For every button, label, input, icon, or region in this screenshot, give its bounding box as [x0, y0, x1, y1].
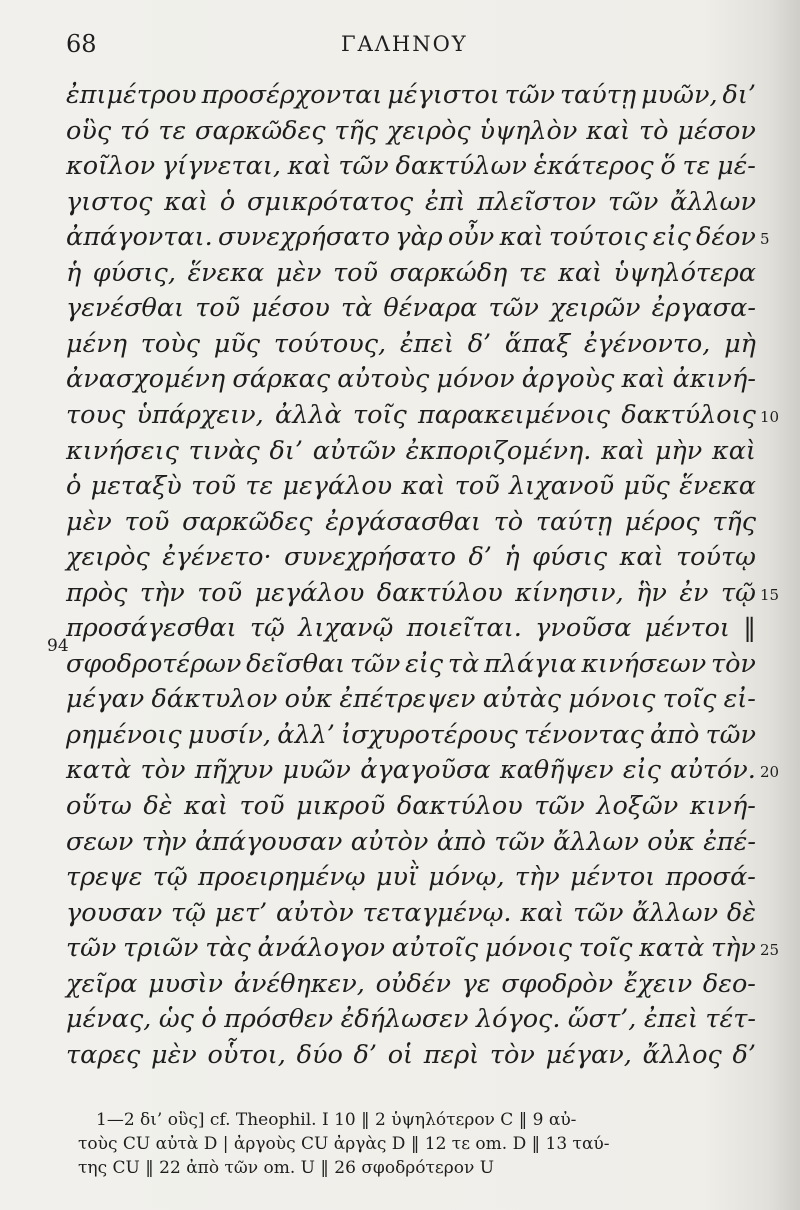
text-word: ἐπὶ	[424, 186, 466, 217]
text-word: ἀνάλογον	[257, 933, 386, 964]
text-word: οὐκ	[284, 684, 333, 715]
text-word: λόγος.	[475, 1004, 561, 1035]
text-word: εἰς	[405, 648, 444, 679]
text-word: ἐγένετο·	[162, 542, 272, 573]
text-word: ποιεῖται.	[406, 613, 522, 644]
text-word: δεῖσθαι	[246, 648, 346, 679]
text-word: κατὰ	[639, 933, 705, 964]
text-word: ἕνεκα	[679, 471, 756, 502]
text-line	[66, 400, 756, 436]
text-word: τῆς	[712, 506, 756, 537]
text-word: τους	[66, 399, 126, 430]
text-word: ἀκινή-	[672, 364, 756, 395]
text-word: ταύτῃ	[559, 80, 637, 110]
text-word: τοῖς	[662, 684, 717, 715]
text-line	[66, 471, 756, 507]
text-word: μέγαν	[66, 684, 145, 715]
text-word: ἐν	[679, 577, 709, 608]
text-word: ἀργοὺς	[521, 364, 615, 395]
text-word: καὶ	[601, 435, 646, 466]
text-word: τοὺς	[140, 328, 201, 359]
text-line	[66, 293, 756, 329]
text-word: δι’	[722, 80, 756, 110]
text-line	[66, 827, 756, 863]
text-word: δ’	[732, 1039, 756, 1070]
text-line	[66, 613, 756, 649]
text-word: ἡ	[504, 542, 520, 573]
text-word: ἡ	[66, 257, 82, 288]
text-line	[66, 542, 756, 578]
text-line	[66, 507, 756, 543]
text-line	[66, 116, 756, 152]
text-word: τοῖς	[578, 933, 633, 964]
text-word: τῆς	[334, 115, 379, 146]
text-word: σάρκας	[232, 364, 331, 395]
text-word: σμικρότατος	[247, 186, 414, 217]
text-word: καὶ	[401, 471, 446, 502]
text-word: τε	[518, 257, 547, 288]
text-word: δ’	[468, 542, 492, 573]
text-word: τούτους,	[273, 328, 387, 359]
text-word: ταύτῃ	[535, 506, 613, 537]
text-word: εἰς	[652, 222, 691, 253]
text-word: ἐπιμέτρου	[66, 80, 197, 110]
text-word: καὶ	[586, 115, 631, 146]
text-word: δέον	[696, 222, 756, 253]
text-word: ἀλλὰ	[274, 399, 342, 430]
text-word: μέρος	[624, 506, 700, 537]
text-word: χειρὸς	[66, 542, 150, 573]
text-word: τοῖς	[352, 399, 407, 430]
text-word: μὴ	[724, 328, 756, 359]
text-word: λιχανοῦ	[509, 471, 615, 502]
text-word: τε	[682, 151, 711, 182]
text-word: παρακειμένοις	[417, 399, 610, 430]
text-word: τοῦ	[124, 506, 170, 537]
text-word: μυῒ	[375, 862, 418, 893]
text-word: τὸ	[493, 506, 524, 537]
text-word: κοῖλον	[66, 151, 156, 182]
text-word: τὸν	[710, 648, 756, 679]
text-word: τούτοις	[548, 222, 648, 253]
text-word: θέναρα	[383, 293, 478, 324]
text-word: μέντοι	[644, 613, 730, 644]
text-word: μικροῦ	[296, 791, 386, 821]
text-word: μέντοι	[570, 862, 656, 893]
text-line	[66, 578, 756, 614]
text-word: ταρες	[66, 1039, 141, 1070]
text-word: μεταξὺ	[90, 471, 182, 502]
text-word: μυσὶν	[148, 968, 224, 999]
text-word: χεῖρα	[66, 968, 138, 999]
text-word: τοῦ	[239, 791, 285, 821]
text-word: ἰσχυροτέρους	[341, 719, 518, 750]
text-word: ἀπὸ	[649, 719, 700, 750]
text-word: τὴν	[514, 862, 560, 893]
text-word: τοῦ	[333, 257, 379, 288]
text-word: ἅπαξ	[504, 328, 571, 359]
text-word: καὶ	[499, 222, 544, 253]
text-word: αὐτὸν	[276, 897, 354, 928]
text-word: γουσαν	[66, 897, 163, 928]
text-word: εἰς	[622, 755, 661, 786]
text-word: καθῆψεν	[499, 755, 614, 786]
text-word: ἀγαγοῦσα	[360, 755, 491, 786]
text-word: τοῦ	[191, 471, 237, 502]
text-word: μόνοις	[484, 933, 572, 964]
text-word: κίνησιν,	[515, 577, 624, 608]
text-word: καὶ	[619, 542, 664, 573]
text-word: πρόσθεν	[224, 1004, 334, 1035]
text-word: ὡς	[158, 1004, 194, 1035]
text-word: τένοντας	[523, 719, 644, 750]
text-word: τῷ	[171, 897, 206, 928]
text-word: γὰρ	[395, 222, 443, 253]
text-word: τεταγμένῳ.	[362, 897, 512, 928]
text-word: ἐργάσασθαι	[325, 506, 481, 537]
text-word: ἔχειν	[623, 968, 693, 999]
text-word: δύο	[296, 1039, 343, 1070]
text-word: περὶ	[423, 1039, 480, 1070]
text-word: ἐγένοντο,	[583, 328, 711, 359]
text-word: σαρκῶδες	[182, 506, 313, 537]
text-word: ἐκποριζομένη.	[405, 435, 592, 466]
text-word: τὰ	[340, 293, 373, 324]
footnote-line: της CU ‖ 22 ἀπὸ τῶν om. U ‖ 26 σφοδρότερον U	[78, 1158, 495, 1178]
text-word: ἀνέθηκεν,	[233, 968, 365, 999]
text-line	[66, 1004, 756, 1040]
text-word: ρημένοις	[66, 719, 182, 750]
text-word: τῷ	[249, 613, 285, 644]
text-word: τὸ	[639, 115, 669, 146]
text-word: μὴν	[654, 435, 703, 466]
text-word: σεων	[66, 826, 134, 857]
text-word: τὰς	[205, 933, 251, 964]
text-line	[66, 862, 756, 898]
text-word: καὶ	[621, 364, 666, 395]
text-word: χειρὸς	[386, 115, 471, 146]
text-word: αὐτοὺς	[337, 364, 430, 395]
text-word: τῶν	[494, 826, 545, 857]
text-line	[66, 898, 756, 934]
text-word: τε	[245, 471, 274, 502]
text-word: δι’	[269, 435, 303, 466]
text-word: μεγάλου	[254, 577, 365, 608]
text-word: μέ-	[717, 151, 756, 182]
text-word: συνεχρήσατο	[284, 542, 456, 573]
text-word: καὶ	[164, 186, 209, 217]
line-number: 10	[760, 407, 780, 426]
text-word: καὶ	[184, 791, 228, 821]
text-word: μῦς	[213, 328, 261, 359]
text-word: αὐτόν.	[670, 755, 756, 786]
text-word: σφοδροτέρων	[66, 648, 242, 679]
text-line	[66, 187, 756, 223]
text-word: σφοδρὸν	[501, 968, 614, 999]
text-word: τὴν	[139, 577, 185, 608]
text-word: ἐπεὶ	[643, 1004, 698, 1035]
text-word: τῶν	[705, 719, 756, 750]
text-word: τὸν	[140, 755, 186, 786]
text-word: τινὰς	[188, 435, 260, 466]
text-word: οὐδέν	[375, 968, 451, 999]
text-word: ὁ	[219, 186, 236, 217]
text-line	[66, 364, 756, 400]
text-word: μέγαν,	[545, 1039, 632, 1070]
text-line	[66, 80, 756, 116]
text-word: τῶν	[488, 293, 539, 324]
text-word: μεγάλου	[282, 471, 393, 502]
text-word: μετ’	[214, 897, 268, 928]
text-word: οὐκ	[647, 826, 695, 857]
text-word: ὅ	[660, 151, 676, 182]
text-word: τῶν	[607, 186, 659, 217]
text-word: ἑκάτερος	[533, 151, 654, 182]
text-word: τε	[158, 115, 187, 146]
text-word: τὸν	[489, 1039, 535, 1070]
text-word: καὶ	[520, 897, 565, 928]
text-line	[66, 436, 756, 472]
text-word: ὑψηλὸν	[479, 115, 578, 146]
text-line	[66, 720, 756, 756]
text-word: ὥστ’,	[567, 1004, 637, 1035]
line-number: 20	[760, 763, 780, 782]
text-word: μέγιστοι	[387, 80, 500, 110]
text-word: τῶν	[504, 80, 556, 110]
text-word: μυῶν	[282, 755, 351, 786]
text-word: κινήσεων	[581, 648, 707, 679]
text-word: αὐτοῖς	[391, 933, 479, 964]
margin-page-number: 94	[47, 636, 69, 656]
text-line	[66, 684, 756, 720]
text-word: ἄλλος	[642, 1039, 722, 1070]
text-word: καὶ	[558, 257, 603, 288]
text-line	[66, 222, 756, 258]
text-word: τὴν	[141, 826, 187, 857]
text-word: φύσις	[532, 542, 608, 573]
text-word: προσάγεσθαι	[66, 613, 237, 644]
text-word: τῶν	[573, 897, 624, 928]
text-word: μέσου	[251, 293, 330, 324]
text-word: δακτύλων	[395, 151, 527, 182]
text-word: τοῦ	[195, 293, 241, 324]
page-header	[66, 30, 786, 70]
text-line	[66, 649, 756, 685]
footnote-line: 1—2 δι’ οὓς] cf. Theophil. I 10 ‖ 2 ὑψηλότερον C ‖ 9 αὐ-	[96, 1110, 577, 1130]
text-word: γιστος	[66, 186, 153, 217]
line-number: 15	[760, 585, 780, 604]
text-word: ἐπέτρεψεν	[339, 684, 476, 715]
text-word: πλεῖστον	[477, 186, 597, 217]
text-word: ἐπεὶ	[399, 328, 454, 359]
text-line	[66, 329, 756, 365]
text-word: γενέσθαι	[66, 293, 185, 324]
text-line	[66, 1040, 756, 1076]
text-word: αὐτὰς	[482, 684, 562, 715]
footnote-line: τοὺς CU αὐτὰ D | ἀργοὺς CU ἀργὰς D ‖ 12 τε om. D ‖ 13 ταύ-	[78, 1134, 610, 1154]
page-number: 68	[66, 30, 97, 58]
text-word: καὶ	[711, 435, 756, 466]
text-word: τῷ	[152, 862, 188, 893]
text-word: καὶ	[287, 151, 332, 182]
text-line	[66, 933, 756, 969]
text-word: τῶν	[338, 151, 389, 182]
text-word: πλάγια	[483, 648, 577, 679]
text-word: ἀπάγουσαν	[194, 826, 343, 857]
text-word: δακτύλου	[376, 577, 503, 608]
text-line	[66, 258, 756, 294]
text-word: συνεχρήσατο	[218, 222, 390, 253]
text-word: ‖	[743, 613, 756, 644]
text-word: τριῶν	[123, 933, 199, 964]
text-word: ἕνεκα	[187, 257, 265, 288]
text-word: μῦς	[623, 471, 670, 502]
text-word: τῶν	[534, 791, 585, 821]
text-word: μυσίν,	[187, 719, 271, 750]
text-word: πρὸς	[66, 577, 128, 608]
text-word: τρεψε	[66, 862, 143, 893]
text-word: προσέρχονται	[201, 80, 383, 110]
text-word: κινήσεις	[66, 435, 179, 466]
text-word: πῆχυν	[194, 755, 274, 786]
text-word: γε	[461, 968, 491, 999]
text-word: αὐτῶν	[312, 435, 396, 466]
text-word: σαρκώδη	[389, 257, 508, 288]
text-word: τῶν	[349, 648, 401, 679]
text-word: σαρκῶδες	[195, 115, 326, 146]
text-word: γίγνεται,	[161, 151, 281, 182]
text-word: ἐργασα-	[651, 293, 756, 324]
text-word: ὑπάρχειν,	[136, 399, 264, 430]
text-word: δεο-	[702, 968, 756, 999]
line-number: 25	[760, 941, 780, 960]
text-word: ἄλλων	[553, 826, 639, 857]
text-word: οὕτω	[66, 791, 132, 821]
text-word: ἐπέ-	[703, 826, 756, 857]
text-word: τὴν	[711, 933, 756, 964]
text-word: ἄλλων	[632, 897, 719, 928]
text-word: τό	[120, 115, 150, 146]
text-word: δακτύλοις	[621, 399, 756, 430]
text-word: ἄλλων	[670, 186, 756, 217]
running-title: ΓΑΛΗΝΟΥ	[341, 32, 468, 56]
text-word: ἀπὸ	[436, 826, 487, 857]
text-word: ἀπάγονται.	[66, 222, 213, 253]
text-word: λοξῶν	[596, 791, 679, 821]
text-word: μόνον	[436, 364, 515, 395]
text-word: εἰ-	[723, 684, 756, 715]
text-word: μένας,	[66, 1004, 152, 1035]
text-word: αὐτὸν	[350, 826, 429, 857]
text-word: ὑψηλότερα	[613, 257, 756, 288]
text-word: ὁ	[66, 471, 82, 502]
text-word: δάκτυλον	[151, 684, 278, 715]
text-line	[66, 969, 756, 1005]
text-word: μόνοις	[568, 684, 656, 715]
text-word: μυῶν,	[641, 80, 718, 110]
text-word: οὗτοι,	[207, 1039, 286, 1070]
text-word: τέτ-	[705, 1004, 756, 1035]
line-number: 5	[760, 230, 770, 249]
text-word: φύσις,	[92, 257, 176, 288]
text-word: δακτύλου	[396, 791, 523, 821]
text-word: μόνῳ,	[428, 862, 505, 893]
text-word: μένη	[66, 328, 128, 359]
text-line	[66, 791, 756, 827]
text-word: ἣν	[636, 577, 667, 608]
text-word: ἀλλ’	[277, 719, 335, 750]
text-word: τούτῳ	[676, 542, 756, 573]
text-word: μὲν	[151, 1039, 197, 1070]
text-word: μέσον	[677, 115, 756, 146]
text-word: χειρῶν	[550, 293, 641, 324]
text-word: κινή-	[689, 791, 756, 821]
text-word: λιχανῷ	[298, 613, 394, 644]
text-word: ἐδήλωσεν	[340, 1004, 469, 1035]
text-word: δ’	[467, 328, 492, 359]
text-word: δ’	[353, 1039, 377, 1070]
text-word: τὰ	[447, 648, 480, 679]
text-line	[66, 755, 756, 791]
text-word: γνοῦσα	[535, 613, 632, 644]
text-word: μὲν	[275, 257, 322, 288]
text-word: οἱ	[387, 1039, 414, 1070]
text-word: δὲ	[726, 897, 756, 928]
text-word: τοῦ	[454, 471, 500, 502]
text-word: ὁ	[201, 1004, 217, 1035]
text-word: οὖν	[447, 222, 495, 253]
text-word: τῶν	[66, 933, 117, 964]
text-word: τῷ	[721, 577, 756, 608]
text-word: οὓς	[66, 115, 112, 146]
text-word: μὲν	[66, 506, 112, 537]
text-line	[66, 151, 756, 187]
text-word: προειρημένῳ	[197, 862, 366, 893]
text-word: κατὰ	[66, 755, 132, 786]
text-word: ἀνασχομένη	[66, 364, 226, 395]
text-word: προσά-	[665, 862, 756, 893]
text-word: τοῦ	[197, 577, 243, 608]
text-word: δὲ	[143, 791, 173, 821]
